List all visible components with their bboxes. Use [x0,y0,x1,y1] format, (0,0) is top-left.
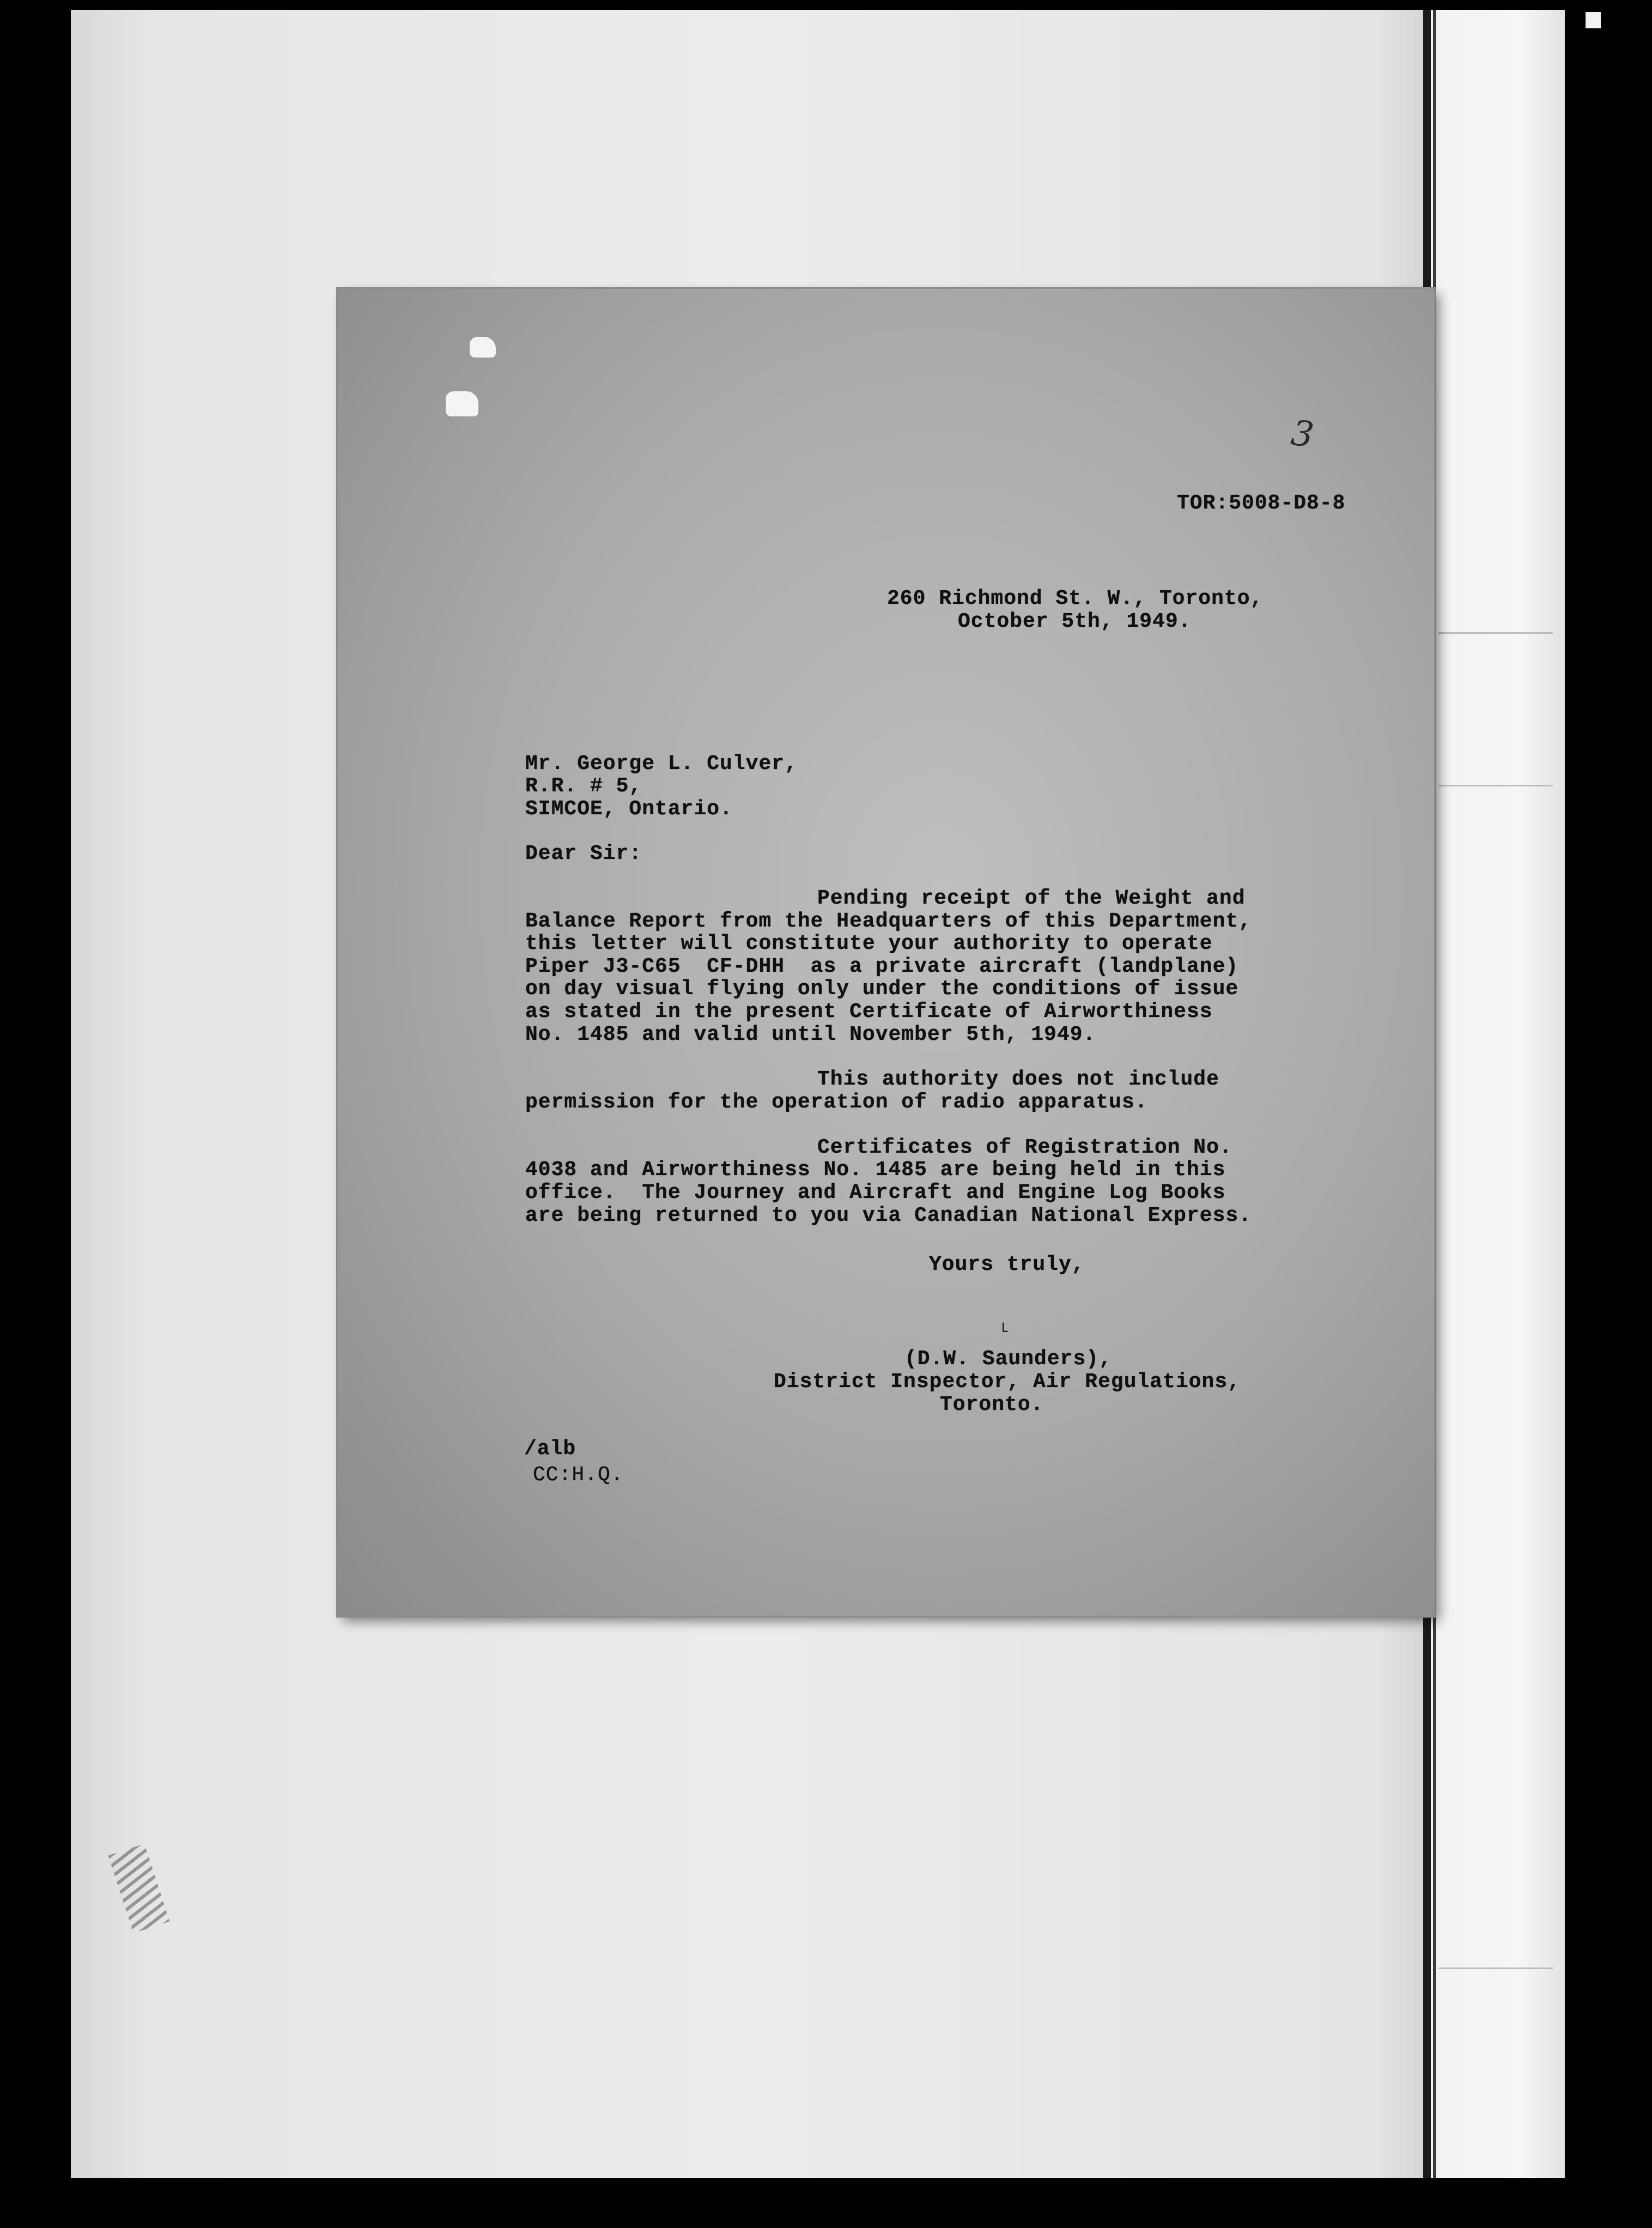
recipient-line: Mr. George L. Culver, [525,752,798,776]
body-line: this letter will constitute your authority to operate [525,932,1213,955]
punch-hole [446,391,478,416]
body-line: are being returned to you via Canadian National Express. [525,1204,1252,1227]
body-line: Certificates of Registration No. [817,1136,1232,1159]
body-line: No. 1485 and valid until November 5th, 1949. [525,1023,1096,1046]
body-line: Balance Report from the Headquarters of this Department, [525,910,1252,933]
signatory-line: Toronto. [940,1393,1044,1416]
carbon-copy: CC:H.Q. [533,1463,624,1487]
sender-address: 260 Richmond St. W., Toronto, [887,587,1264,610]
signatory-line: (D.W. Saunders), [904,1347,1112,1371]
film-edge-mark [1438,785,1553,786]
recipient-line: SIMCOE, Ontario. [525,797,733,821]
corner-mark [1586,12,1601,28]
body-line: permission for the operation of radio apparatus. [525,1091,1148,1114]
body-line: Piper J3-C65 CF-DHH as a private aircraft (landplane) [525,955,1239,978]
body-line: Pending receipt of the Weight and [817,887,1246,910]
salutation: Dear Sir: [525,842,642,865]
punch-hole [470,337,496,358]
recipient-line: R.R. # 5, [525,774,642,798]
signatory-line: District Inspector, Air Regulations, [774,1370,1241,1394]
body-line: office. The Journey and Aircraft and Engine Log Books [525,1181,1226,1204]
file-reference: TOR:5008-D8-8 [1177,492,1346,515]
letter-date: October 5th, 1949. [958,610,1192,633]
closing: Yours truly, [929,1253,1085,1276]
body-line: 4038 and Airworthiness No. 1485 are being held in this [525,1158,1226,1182]
film-edge-mark [1438,1967,1553,1969]
body-line: as stated in the present Certificate of Airworthiness [525,1000,1213,1024]
typist-initials: /alb [524,1437,576,1461]
body-line: on day visual flying only under the conditions of issue [525,977,1239,1001]
page-number-annotation: 3 [1289,413,1316,456]
film-edge-strip [1423,10,1565,2178]
film-edge-mark [1438,632,1553,634]
body-line: This authority does not include [817,1068,1219,1091]
signature-mark: ˪ [1001,1312,1009,1337]
